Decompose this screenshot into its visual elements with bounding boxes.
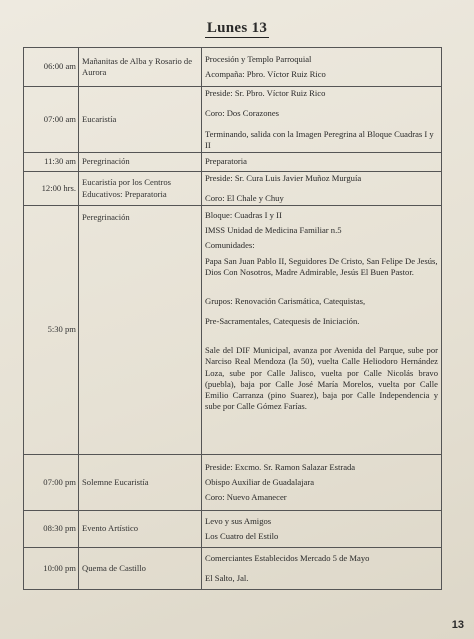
table-row xyxy=(24,548,442,590)
table-row xyxy=(24,172,442,206)
row-time: 07:00 am xyxy=(24,87,79,153)
table-row xyxy=(24,511,442,548)
table-row xyxy=(24,87,442,153)
row-time: 08:30 pm xyxy=(24,511,79,548)
table-row xyxy=(24,206,442,455)
page-number: 13 xyxy=(451,619,464,631)
page-title: Lunes 13 xyxy=(206,20,268,36)
row-activity: Evento Artístico xyxy=(79,511,202,548)
row-time: 5:30 pm xyxy=(24,206,79,455)
schedule-table xyxy=(23,47,442,590)
row-time: 11:30 am xyxy=(24,153,79,172)
row-activity: Peregrinación xyxy=(79,206,202,455)
row-activity: Peregrinación xyxy=(79,153,202,172)
row-time: 10:00 pm xyxy=(24,548,79,590)
row-details: Preparatoria xyxy=(202,153,442,172)
row-activity: Eucaristía xyxy=(79,87,202,153)
row-details: Procesión y Templo Parroquial Acompaña: Pbro. Víctor Ruiz Rico xyxy=(202,48,442,87)
row-activity: Mañanitas de Alba y Rosario de Aurora xyxy=(79,48,202,87)
row-details: Preside: Sr. Pbro. Víctor Ruiz Rico Coro: Dos Corazones Terminando, salida con la Imagen Peregrina al Bloque Cuadras I y II xyxy=(202,87,442,153)
row-details: Bloque: Cuadras I y II IMSS Unidad de Medicina Familiar n.5 Comunidades: Papa San Juan Pablo II, Seguidores De Cristo, San Felipe De Jesús, Dios Con Nosotros, Madre Admirable, Jesús El Buen Pastor. Grupos: Renovación Carismática, Catequistas, Pre-Sacramentales, Catequesis de Iniciación. Sale del DIF Municipal, avanza por Avenida del Parque, sube por Narciso Real Mendoza (la 50), vuelta Calle Heliodoro Hernández Loza, sube por Calle Jalisco, vuelta por Calle Nicolás bravo (puebla), baja por Calle José María Morelos, vuelta por Calle Emilio Carranza (pino Suarez), baja por Calle Independencia y sube por Calle Gómez Farías. xyxy=(202,206,442,455)
row-activity: Eucaristía por los Centros Educativos: Preparatoria xyxy=(79,172,202,206)
row-details: Preside: Excmo. Sr. Ramon Salazar Estrada Obispo Auxiliar de Guadalajara Coro: Nuevo Amanecer xyxy=(202,455,442,511)
table-row xyxy=(24,48,442,87)
row-activity: Solemne Eucaristía xyxy=(79,455,202,511)
row-time: 06:00 am xyxy=(24,48,79,87)
row-time: 07:00 pm xyxy=(24,455,79,511)
row-details: Preside: Sr. Cura Luis Javier Muñoz Murguía Coro: El Chale y Chuy xyxy=(202,172,442,206)
row-details: Levo y sus Amigos Los Cuatro del Estilo xyxy=(202,511,442,548)
row-activity: Quema de Castillo xyxy=(79,548,202,590)
row-details: Comerciantes Establecidos Mercado 5 de Mayo El Salto, Jal. xyxy=(202,548,442,590)
row-time: 12:00 hrs. xyxy=(24,172,79,206)
table-row xyxy=(24,455,442,511)
table-row xyxy=(24,153,442,172)
